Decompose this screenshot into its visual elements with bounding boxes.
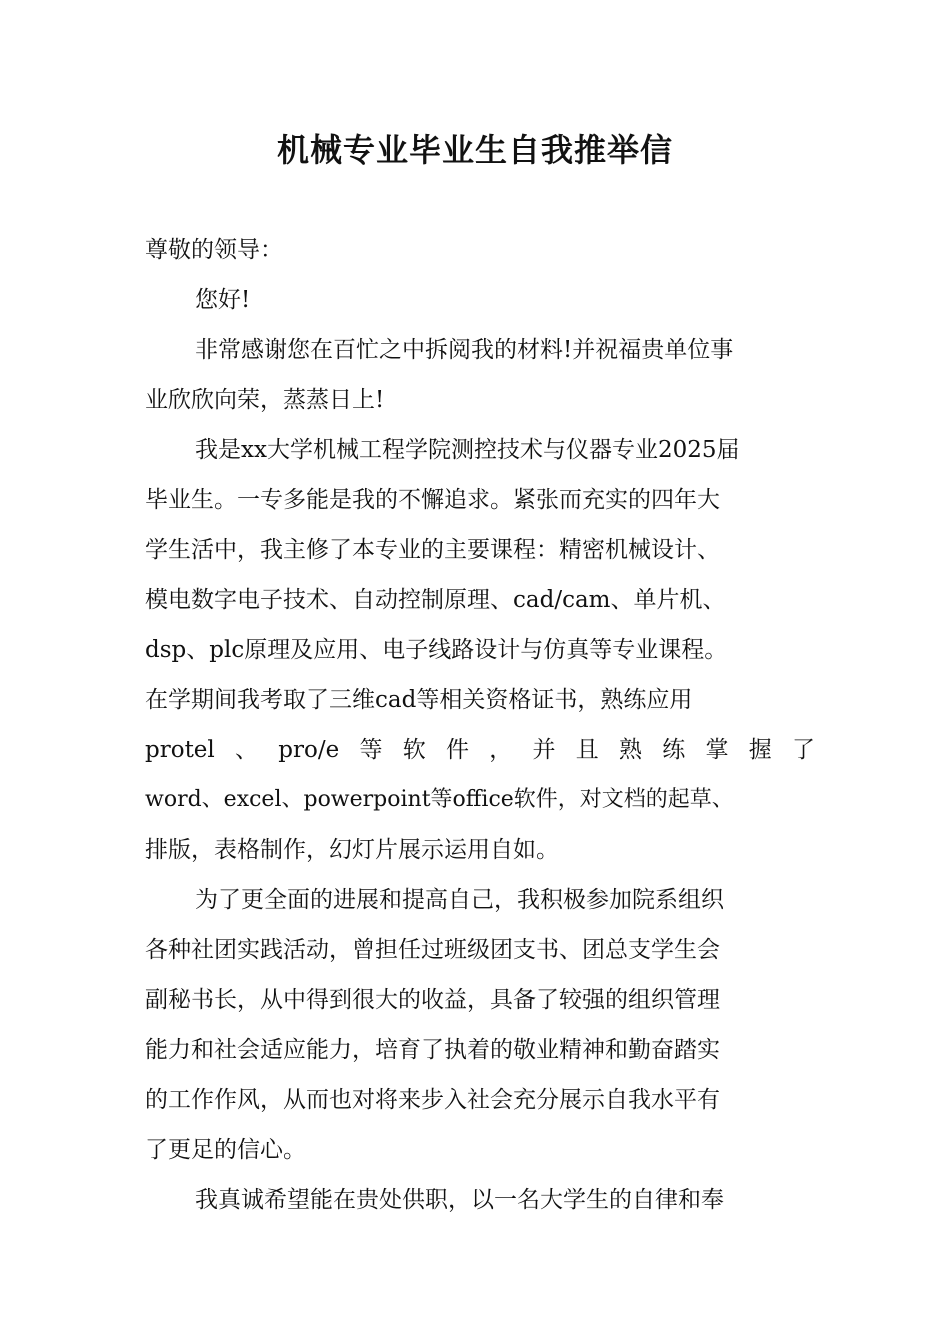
paragraph-2-line-3: 学生活中，我主修了本专业的主要课程：精密机械设计、: [145, 537, 720, 563]
paragraph-3-line-1: 为了更全面的进展和提高自己，我积极参加院系组织: [195, 887, 724, 913]
word: 熟: [618, 737, 642, 763]
word: 并: [532, 737, 556, 763]
word: 练: [662, 737, 686, 763]
paragraph-3-line-3: 副秘书长，从中得到很大的收益，具备了较强的组织管理: [145, 987, 720, 1013]
word: 握: [748, 737, 772, 763]
paragraph-2-line-5: dsp、plc原理及应用、电子线路设计与仿真等专业课程。: [145, 637, 728, 663]
paragraph-3-line-2: 各种社团实践活动，曾担任过班级团支书、团总支学生会: [145, 937, 720, 963]
paragraph-1-line-2: 业欣欣向荣，蒸蒸日上!: [145, 387, 385, 413]
word: 等: [359, 737, 383, 763]
word: pro/e: [278, 737, 340, 763]
paragraph-2-line-4: 模电数字电子技术、自动控制原理、cad/cam、单片机、: [145, 587, 726, 613]
greeting: 您好!: [195, 287, 251, 313]
word: ，: [489, 737, 513, 763]
paragraph-2-line-1: 我是xx大学机械工程学院测控技术与仪器专业2025届: [195, 437, 740, 463]
paragraph-2-line-6: 在学期间我考取了三维cad等相关资格证书，熟练应用: [145, 687, 693, 713]
paragraph-2-line-9: 排版，表格制作，幻灯片展示运用自如。: [145, 837, 559, 863]
document-title: 机械专业毕业生自我推举信: [276, 131, 673, 169]
paragraph-3-line-4: 能力和社会适应能力，培育了执着的敬业精神和勤奋踏实: [145, 1037, 720, 1063]
word: 了: [791, 737, 815, 763]
paragraph-2-line-8: word、excel、powerpoint等office软件，对文档的起草、: [145, 787, 734, 812]
word: protel: [145, 737, 215, 763]
paragraph-4-line-1: 我真诚希望能在贵处供职，以一名大学生的自律和奉: [195, 1187, 724, 1213]
paragraph-3-line-5: 的工作作风，从而也对将来步入社会充分展示自我水平有: [145, 1087, 720, 1113]
word: 且: [575, 737, 599, 763]
word: 掌: [705, 737, 729, 763]
word: 软: [402, 737, 426, 763]
paragraph-1-line-1: 非常感谢您在百忙之中拆阅我的材料!并祝福贵单位事: [195, 337, 734, 363]
salutation: 尊敬的领导：: [145, 237, 283, 263]
paragraph-2-line-7: [145, 732, 815, 768]
paragraph-3-line-6: 了更足的信心。: [145, 1137, 306, 1163]
paragraph-2-line-2: 毕业生。一专多能是我的不懈追求。紧张而充实的四年大: [145, 487, 720, 513]
word: 、: [235, 737, 259, 763]
word: 件: [445, 737, 469, 763]
